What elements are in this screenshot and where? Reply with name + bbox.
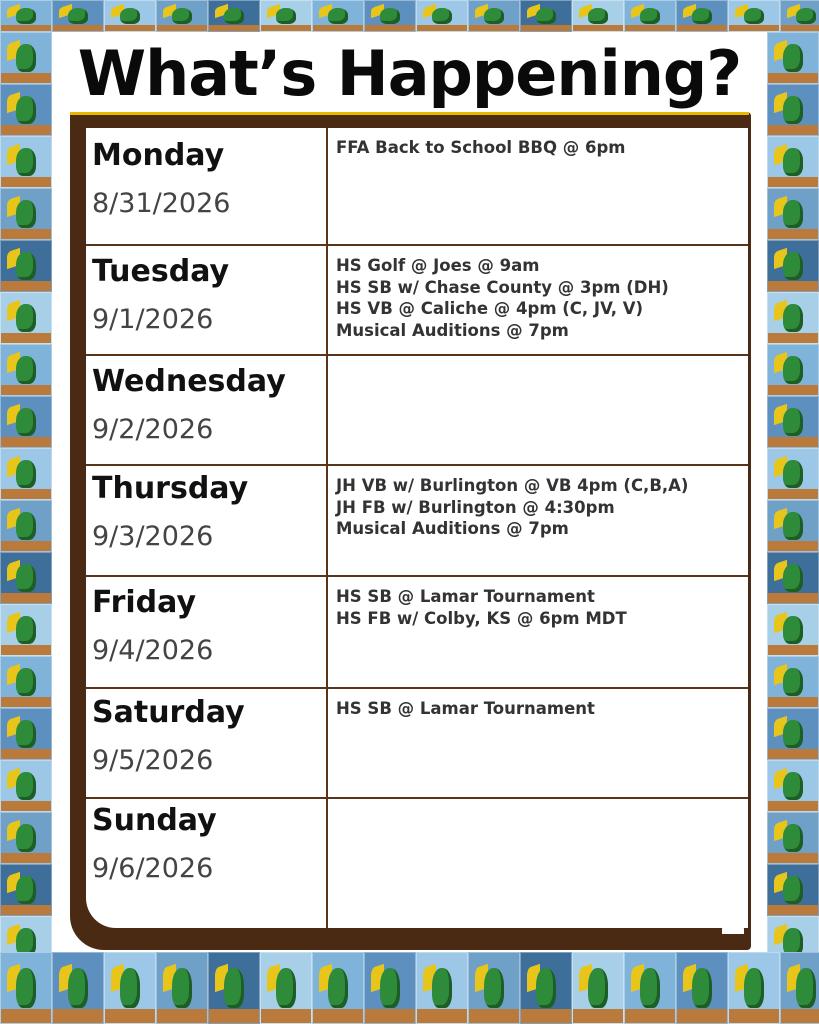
dragon-mascot-collage-icon [767,448,819,500]
dragon-mascot-collage-icon [767,344,819,396]
day-date: 9/6/2026 [92,853,214,884]
event-item: HS VB @ Caliche @ 4pm (C, JV, V) [336,299,644,318]
day-cell [86,689,328,797]
dragon-mascot-collage-icon [520,952,572,1024]
dragon-mascot-collage-icon [767,552,819,604]
schedule-row-friday [86,577,748,689]
event-item: Musical Auditions @ 7pm [336,320,569,340]
weekly-schedule-table [86,128,748,928]
dragon-mascot-collage-icon [0,136,52,188]
dragon-mascot-collage-icon [364,952,416,1024]
dragon-mascot-collage-icon [156,0,208,32]
event-item: JH VB w/ Burlington @ VB 4pm (C,B,A) [336,476,689,495]
dragon-mascot-collage-icon [767,292,819,344]
event-item: FFA Back to School BBQ @ 6pm [336,138,626,157]
schedule-sheet [52,32,767,952]
day-name: Monday [92,138,225,173]
border-collage-left [0,32,52,952]
events-cell [328,466,748,575]
day-cell [86,799,328,928]
dragon-mascot-collage-icon [0,240,52,292]
dragon-mascot-collage-icon [0,188,52,240]
dragon-mascot-collage-icon [0,396,52,448]
day-cell [86,246,328,354]
event-item: HS Golf @ Joes @ 9am [336,256,540,275]
dragon-mascot-collage-icon [312,952,364,1024]
dragon-mascot-collage-icon [728,952,780,1024]
dragon-mascot-collage-icon [767,916,819,952]
events-cell [328,246,748,354]
border-collage-bottom [0,952,819,1024]
dragon-mascot-collage-icon [572,952,624,1024]
dragon-mascot-collage-icon [767,188,819,240]
event-item: JH FB w/ Burlington @ 4:30pm [336,497,615,517]
dragon-mascot-collage-icon [0,952,52,1024]
dragon-mascot-collage-icon [767,708,819,760]
dragon-mascot-collage-icon [767,604,819,656]
dragon-mascot-collage-icon [52,0,104,32]
dragon-mascot-collage-icon [767,396,819,448]
dragon-mascot-collage-icon [0,760,52,812]
dragon-mascot-collage-icon [468,0,520,32]
day-date: 9/5/2026 [92,745,214,776]
dragon-mascot-collage-icon [0,708,52,760]
dragon-mascot-collage-icon [52,952,104,1024]
day-date: 9/3/2026 [92,521,214,552]
dragon-mascot-collage-icon [780,0,819,32]
schedule-row-tuesday [86,246,748,356]
dragon-mascot-collage-icon [767,136,819,188]
dragon-mascot-collage-icon [520,0,572,32]
dragon-mascot-collage-icon [0,864,52,916]
day-name: Thursday [92,471,249,506]
dragon-mascot-collage-icon [156,952,208,1024]
dragon-mascot-collage-icon [767,500,819,552]
day-name: Friday [92,585,197,620]
dragon-mascot-collage-icon [0,812,52,864]
event-item: HS SB w/ Chase County @ 3pm (DH) [336,277,669,297]
schedule-row-sunday [86,799,748,928]
dragon-mascot-collage-icon [0,32,52,84]
event-item: HS FB w/ Colby, KS @ 6pm MDT [336,608,627,628]
dragon-mascot-collage-icon [676,0,728,32]
dragon-mascot-collage-icon [624,0,676,32]
day-date: 9/2/2026 [92,414,214,445]
events-cell [328,577,748,687]
events-cell [328,689,748,797]
dragon-mascot-collage-icon [364,0,416,32]
event-item: HS SB @ Lamar Tournament [336,699,595,718]
dragon-mascot-collage-icon [0,500,52,552]
dragon-mascot-collage-icon [767,84,819,136]
day-date: 8/31/2026 [92,188,231,219]
dragon-mascot-collage-icon [416,952,468,1024]
dragon-mascot-collage-icon [0,604,52,656]
dragon-mascot-collage-icon [0,292,52,344]
border-collage-top [0,0,819,32]
schedule-row-thursday [86,466,748,577]
dragon-mascot-collage-icon [260,0,312,32]
event-item: Musical Auditions @ 7pm [336,519,569,538]
accent-line [70,112,749,115]
day-name: Tuesday [92,254,230,289]
dragon-mascot-collage-icon [767,812,819,864]
dragon-mascot-collage-icon [0,344,52,396]
dragon-mascot-collage-icon [0,656,52,708]
dragon-mascot-collage-icon [767,656,819,708]
dragon-mascot-collage-icon [0,84,52,136]
dragon-mascot-collage-icon [676,952,728,1024]
border-collage-right [767,32,819,952]
dragon-mascot-collage-icon [416,0,468,32]
dragon-mascot-collage-icon [208,0,260,32]
page-title: What’s Happening? [77,37,742,110]
day-cell [86,128,328,244]
dragon-mascot-collage-icon [728,0,780,32]
events-cell [328,356,748,464]
day-name: Wednesday [92,364,286,399]
dragon-mascot-collage-icon [767,240,819,292]
dragon-mascot-collage-icon [312,0,364,32]
event-item: HS SB @ Lamar Tournament [336,587,595,606]
board-corner-notch [722,924,744,934]
dragon-mascot-collage-icon [572,0,624,32]
day-name: Saturday [92,695,245,730]
dragon-mascot-collage-icon [767,760,819,812]
dragon-mascot-collage-icon [0,448,52,500]
dragon-mascot-collage-icon [104,0,156,32]
dragon-mascot-collage-icon [0,916,52,952]
dragon-mascot-collage-icon [0,552,52,604]
events-cell [328,128,748,244]
dragon-mascot-collage-icon [624,952,676,1024]
events-cell [328,799,748,928]
dragon-mascot-collage-icon [468,952,520,1024]
day-cell [86,356,328,464]
dragon-mascot-collage-icon [0,0,52,32]
dragon-mascot-collage-icon [767,864,819,916]
day-date: 9/4/2026 [92,635,214,666]
day-name: Sunday [92,803,217,838]
dragon-mascot-collage-icon [767,32,819,84]
dragon-mascot-collage-icon [260,952,312,1024]
day-cell [86,466,328,575]
day-date: 9/1/2026 [92,304,214,335]
dragon-mascot-collage-icon [104,952,156,1024]
day-cell [86,577,328,687]
dragon-mascot-collage-icon [208,952,260,1024]
schedule-row-wednesday [86,356,748,466]
dragon-mascot-collage-icon [780,952,819,1024]
schedule-row-monday [86,128,748,246]
schedule-row-saturday [86,689,748,799]
